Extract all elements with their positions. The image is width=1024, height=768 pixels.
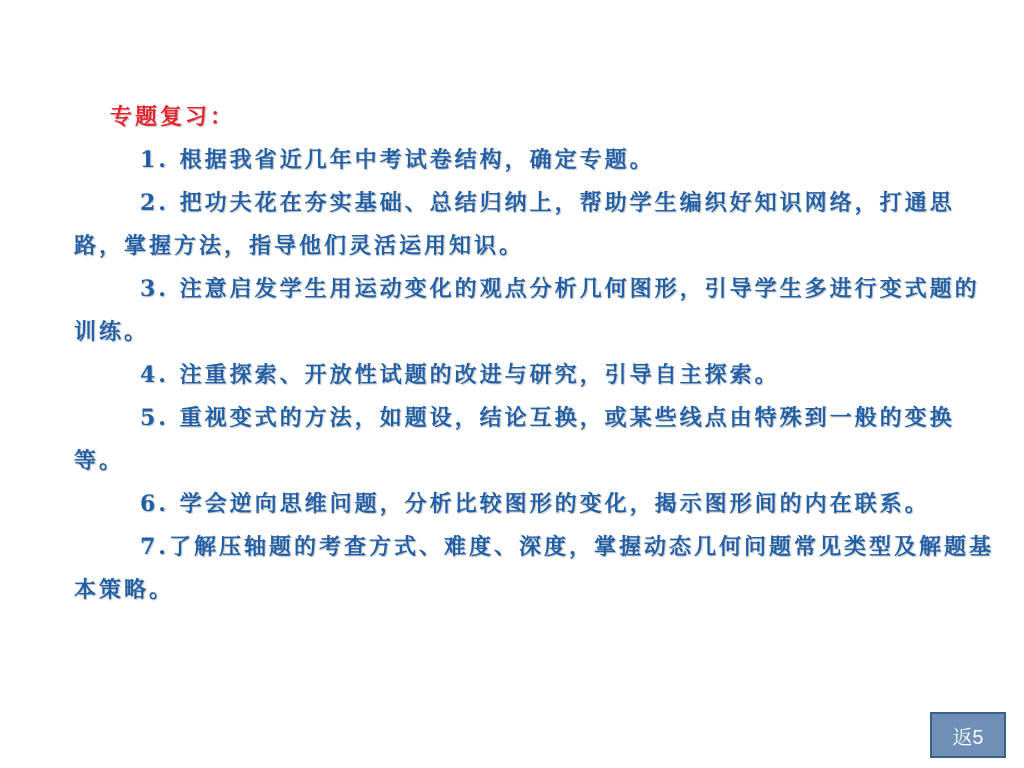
return-button[interactable]: 返5 (930, 712, 1006, 758)
section-heading: 专题复习： (110, 104, 236, 130)
list-item-6: 6. 学会逆向思维问题，分析比较图形的变化，揭示图形间的内在联系。 (140, 491, 930, 517)
list-item-1: 1. 根据我省近几年中考试卷结构，确定专题。 (140, 147, 655, 173)
list-item-7: 7.了解压轴题的考查方式、难度、深度，掌握动态几何问题常见类型及解题基本策略。 (74, 534, 994, 603)
list-item-4: 4. 注重探索、开放性试题的改进与研究，引导自主探索。 (140, 362, 780, 388)
list-item-3: 3. 注意启发学生用运动变化的观点分析几何图形，引导学生多进行变式题的训练。 (74, 276, 980, 345)
list-item-2: 2. 把功夫花在夯实基础、总结归纳上，帮助学生编织好知识网络，打通思路，掌握方法，指导他们灵活运用知识。 (74, 190, 955, 259)
slide-content (74, 96, 1004, 612)
list-item-5: 5. 重视变式的方法，如题设，结论互换，或某些线点由特殊到一般的变换等。 (74, 405, 955, 474)
